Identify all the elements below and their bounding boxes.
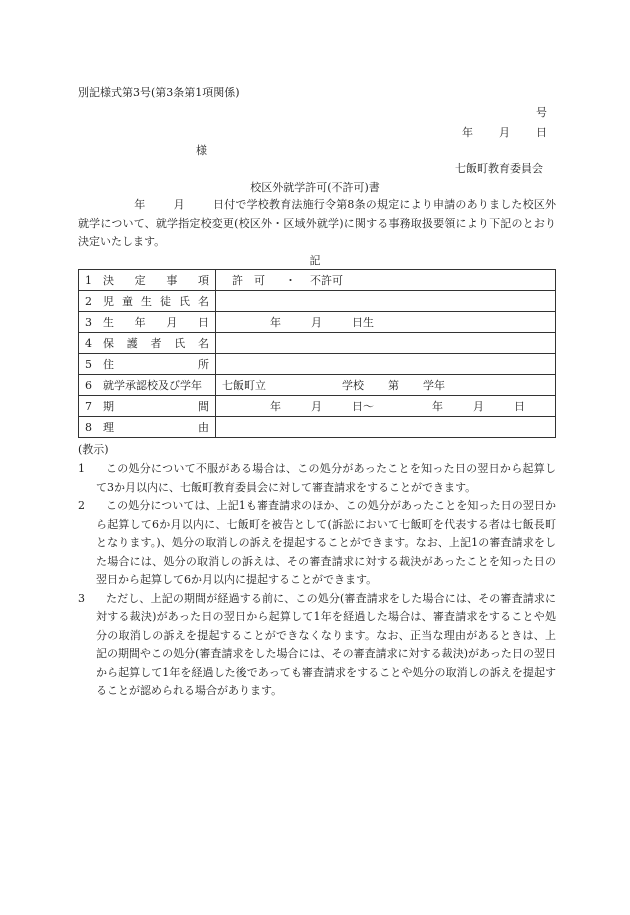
school-grade: 学年	[423, 379, 445, 392]
row-label-cell	[79, 312, 216, 333]
row-label-char: 月	[166, 316, 178, 329]
row-number: 8	[85, 420, 92, 434]
period-end-year: 年	[432, 400, 443, 413]
birth-day: 日生	[352, 316, 374, 329]
ki-heading: 記	[309, 254, 321, 267]
note-text: この処分については、上記1も審査請求のほか、この処分があったことを知った日の翌日から起算して6か月以内に、七飯町を被告として(訴訟において七飯町を代表する者は七飯長町となります。)、処分の取消しの訴えを提起することができます。なお、上記1の審査請求をした場合には、処分の取消しの訴えは、その審査請求に対する裁決があったことを知った日の翌日から起算して6か月以内に提起することができます。	[96, 499, 556, 586]
school-dai: 第	[388, 379, 399, 392]
row-label-char: 項	[197, 274, 209, 287]
kyoji-heading: (教示)	[78, 443, 109, 456]
row-label-char: 所	[198, 358, 209, 371]
period-start-year: 年	[270, 400, 281, 413]
row-label	[103, 335, 209, 351]
period-end-day: 日	[514, 400, 525, 413]
form-number: 別記様式第3号(第3条第1項関係)	[78, 86, 240, 99]
note-item	[78, 497, 556, 590]
row-label	[103, 314, 209, 330]
row-label-char: 就学承認校及び学年	[103, 379, 202, 392]
row-value-cell	[216, 312, 556, 333]
row-label-char: 事	[166, 274, 178, 287]
decision-dot: ・	[285, 274, 296, 287]
school-town: 七飯町立	[222, 379, 266, 392]
row-label-char: 期	[103, 400, 114, 413]
record-table	[78, 269, 556, 438]
row-label-char: 氏	[179, 295, 190, 308]
body-month: 月	[173, 198, 185, 211]
note-number: 1	[78, 462, 85, 475]
date-day: 日	[536, 126, 547, 139]
date-month: 月	[499, 126, 510, 139]
addressee: 様	[196, 144, 207, 157]
period-end-month: 月	[473, 400, 484, 413]
row-number: 4	[85, 336, 92, 350]
period-start-month: 月	[311, 400, 322, 413]
body-text: 日付で学校教育法施行令第8条の規定により申請のありました校区外就学について、就学指定校変更(校区外・区域外就学)に関する事務取扱要領により下記のとおり決定いたします。	[78, 198, 557, 248]
birth-month: 月	[311, 316, 322, 329]
issue-number: 号	[536, 106, 547, 119]
row-label-cell	[79, 375, 216, 396]
row-label	[103, 293, 209, 309]
row-label-char: 者	[150, 337, 162, 350]
row-label-cell	[79, 291, 216, 312]
row-label	[103, 419, 209, 435]
note-text: ただし、上記の期間が経過する前に、この処分(審査請求をした場合には、その審査請求に対する裁決)があった日の翌日から起算して1年を経過した場合は、審査請求をすることや処分の取消しの訴えを提起することができなくなります。なお、正当な理由があるときは、上記の期間やこの処分(審査請求をした場合には、その審査請求に対する裁決)があった日の翌日から起算して1年を経過した後であっても審査請求をすることや処分の取消しの訴えを提起することが認められる場合があります。	[96, 591, 556, 697]
row-label-char: 保	[103, 337, 114, 350]
note-number: 2	[78, 499, 85, 512]
row-value-cell	[216, 354, 556, 375]
row-label	[103, 272, 209, 288]
row-label-char: 徒	[160, 295, 171, 308]
row-number: 2	[85, 294, 92, 308]
row-label-char: 童	[122, 295, 133, 308]
row-label-char: 名	[198, 337, 209, 350]
row-label-char: 氏	[174, 337, 186, 350]
table-row	[79, 270, 556, 291]
row-value-cell	[216, 375, 556, 396]
row-label-cell	[79, 417, 216, 438]
notes-list	[78, 460, 556, 701]
row-label-char: 日	[197, 316, 209, 329]
birth-year: 年	[270, 316, 281, 329]
row-label-cell	[79, 270, 216, 291]
table-row	[79, 333, 556, 354]
row-number: 6	[85, 378, 92, 392]
table-row	[79, 291, 556, 312]
note-item	[78, 460, 556, 497]
table-row	[79, 312, 556, 333]
date-year: 年	[462, 126, 473, 139]
row-label-char: 由	[198, 421, 209, 434]
row-label-char: 決	[103, 274, 114, 287]
row-value-cell	[216, 396, 556, 417]
row-number: 7	[85, 399, 92, 413]
row-label-char: 年	[134, 316, 146, 329]
row-label-char: 生	[103, 316, 114, 329]
row-label-cell	[79, 396, 216, 417]
decision-permit: 許 可	[232, 274, 265, 287]
table-row	[79, 417, 556, 438]
row-label	[103, 398, 209, 414]
row-value-cell	[216, 270, 556, 291]
row-label-char: 児	[103, 295, 114, 308]
table-row	[79, 375, 556, 396]
document-title: 校区外就学許可(不許可)書	[250, 181, 380, 194]
row-label-char: 住	[103, 358, 114, 371]
note-text: この処分について不服がある場合は、この処分があったことを知った日の翌日から起算して3か月以内に、七飯町教育委員会に対して審査請求をすることができます。	[96, 462, 556, 494]
row-number: 5	[85, 357, 92, 371]
note-item	[78, 590, 556, 701]
row-value-cell	[216, 333, 556, 354]
decision-deny: 不許可	[310, 274, 343, 287]
period-start-day: 日～	[352, 400, 374, 413]
row-label-char: 理	[103, 421, 114, 434]
issue-date	[462, 124, 547, 140]
row-number: 3	[85, 315, 92, 329]
school-label: 学校	[342, 379, 364, 392]
body-year: 年	[134, 198, 146, 211]
row-label-char: 間	[198, 400, 209, 413]
row-label	[103, 356, 209, 372]
row-label-char: 名	[198, 295, 209, 308]
body-paragraph	[78, 196, 556, 252]
row-value-cell	[216, 417, 556, 438]
row-number: 1	[85, 273, 92, 287]
table-row	[79, 396, 556, 417]
note-number: 3	[78, 591, 85, 605]
row-value-cell	[216, 291, 556, 312]
row-label-cell	[79, 354, 216, 375]
row-label-char: 生	[141, 295, 152, 308]
issuer: 七飯町教育委員会	[455, 162, 543, 175]
row-label-char: 定	[134, 274, 146, 287]
table-row	[79, 354, 556, 375]
row-label	[103, 377, 209, 393]
row-label-cell	[79, 333, 216, 354]
row-label-char: 護	[126, 337, 138, 350]
